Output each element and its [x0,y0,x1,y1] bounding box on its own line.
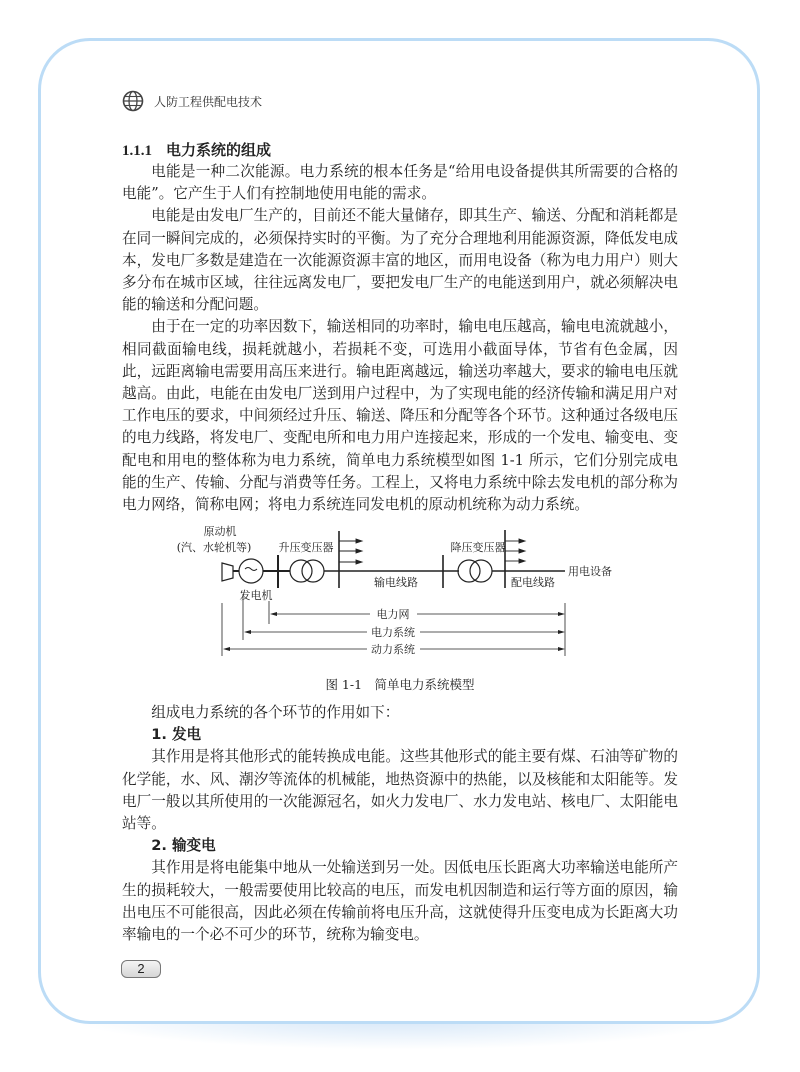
body-text-top [122,161,678,516]
globe-icon [122,90,144,112]
item-text: 其作用是将其他形式的能转换成电能。这些其他形式的能主要有煤、石油等矿物的化学能，水、风、潮汐等流体的机械能，地热资源中的热能，以及核能和太阳能等。发电厂一般以其所使用的一次能源冠名，如火力发电厂、水力发电站、核电厂、太阳能电站等。 [122,748,678,833]
book-title: 人防工程供配电技术 [154,94,263,109]
item-text: 其作用是将电能集中地从一处输送到另一处。因低电压长距离大功率输送电能所产生的损耗较大，一般需要使用比较高的电压，而发电机因制造和运行等方面的原因，输出电压不可能很高，因此必须在传输前将电压升高，这就使得升压变电成为长距离大功率输电的一个必不可少的环节，统称为输变电。 [122,859,678,944]
power-system-diagram [160,515,640,675]
label-step-up-transformer: 升压变压器 [278,541,334,554]
item-heading: 2. 输变电 [151,837,216,855]
figure-caption: 图 1-1 简单电力系统模型 [325,677,475,692]
list-intro: 组成电力系统的各个环节的作用如下： [151,704,400,721]
step-down-transformer-symbol [458,560,480,582]
prime-mover-symbol [222,563,233,581]
label-load: 用电设备 [568,565,612,578]
page-number: 2 [121,960,161,978]
label-grid: 电力网 [376,608,410,621]
label-dynamic-system: 动力系统 [371,643,415,656]
running-header [122,90,262,112]
label-transmission-line: 输电线路 [374,576,418,589]
body-text-bottom [122,702,678,946]
label-step-down-transformer: 降压变压器 [450,541,506,554]
label-generator: 发电机 [239,589,273,602]
paragraph: 电能是由发电厂生产的，目前还不能大量储存，即其生产、输送、分配和消耗都是在同一瞬间完成的，必须保持实时的平衡。为了充分合理地利用能源资源，降低发电成本，发电厂多数是建造在一次能源资源丰富的地区，而用电设备（称为电力用户）则大多分布在城市区域，往往远离发电厂，要把发电厂生产的电能送到用户，就必须解决电能的输送和分配问题。 [122,207,678,314]
section-number: 1.1.1 [122,143,152,159]
paragraph: 电能是一种二次能源。电力系统的根本任务是“给用电设备提供其所需要的合格的电能”。它产生于人们有控制地使用电能的需求。 [122,163,678,203]
label-distribution-line: 配电线路 [511,576,555,589]
section-heading [122,139,271,160]
item-heading: 1. 发电 [151,726,202,744]
label-prime-mover-note: (汽、水轮机等) [176,541,252,554]
paragraph: 由于在一定的功率因数下，输送相同的功率时，输电电压越高，输电电流就越小，相同截面输电线，损耗就越小，若损耗不变，可选用小截面导体，节省有色金属，因此，远距离输电需要用高压来进行。输电距离越远，输送功率越大，要求的输电电压就越高。由此，电能在由发电厂送到用户过程中，为了实现电能的经济传输和满足用户对工作电压的要求，中间须经过升压、输送、降压和分配等各个环节。这种通过各级电压的电力线路，将发电厂、变配电所和电力用户连接起来，形成的一个发电、输变电、变配电和用电的整体称为电力系统，简单电力系统模型如图 1-1 所示，它们分别完成电能的生产、传输、分配与消费等任务。工程上，又将电力系统中除去发电机的部分称为电力网络，简称电网；将电力系统连同发电机的原动机统称为动力系统。 [122,318,678,514]
label-prime-mover: 原动机 [203,525,237,538]
section-title: 电力系统的组成 [166,141,272,159]
generator-symbol [239,559,263,583]
ac-wave-icon [245,568,257,571]
label-power-system: 电力系统 [371,626,415,639]
step-up-transformer-symbol [290,560,312,582]
